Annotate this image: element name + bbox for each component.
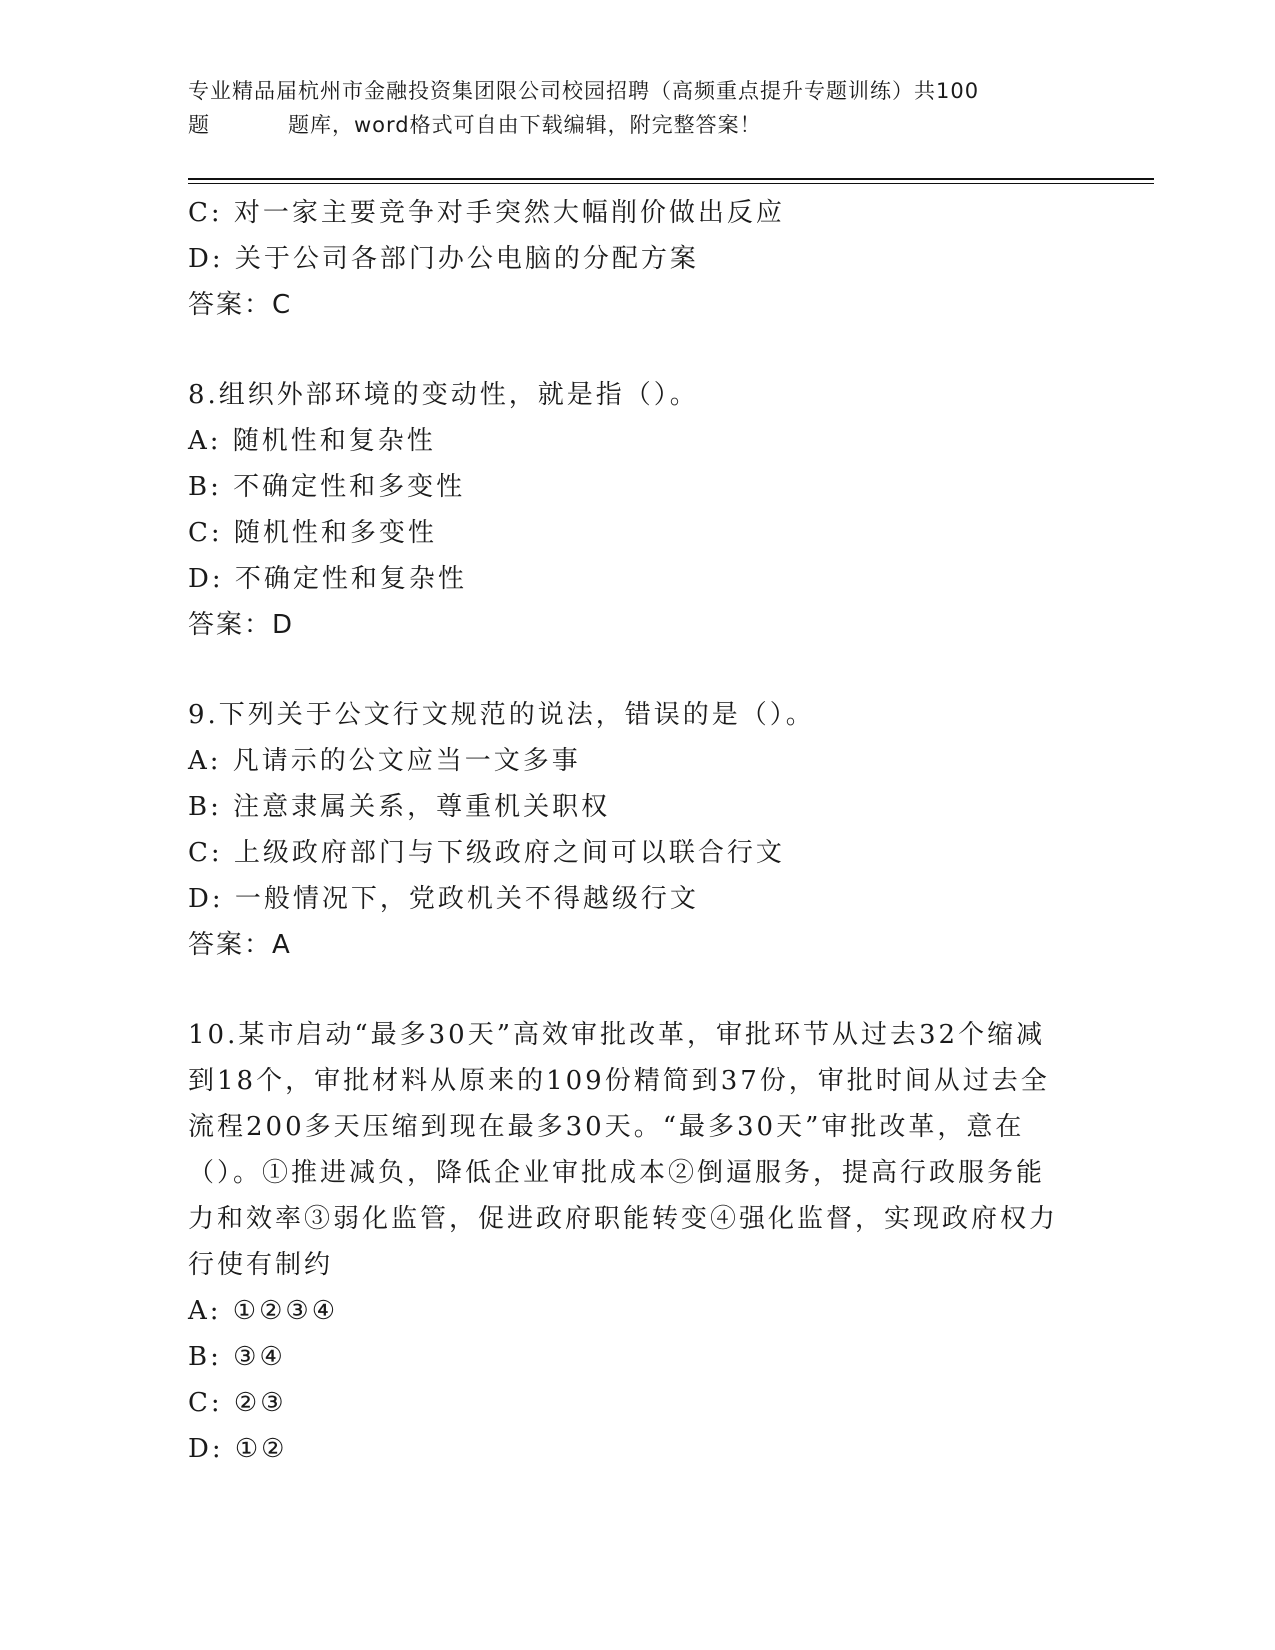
q8-option-d: D: 不确定性和复杂性 — [188, 564, 467, 594]
document-body — [188, 190, 1088, 1472]
q8-option-a: A: 随机性和复杂性 — [188, 426, 436, 456]
q8-answer: 答案：D — [188, 610, 295, 640]
q9-option-d: D: 一般情况下，党政机关不得越级行文 — [188, 884, 699, 914]
q9-option-b: B: 注意隶属关系，尊重机关职权 — [188, 792, 611, 822]
spacer — [188, 968, 1088, 1012]
header-divider-thick — [188, 178, 1154, 180]
spacer — [188, 328, 1088, 372]
page-header — [188, 74, 1088, 142]
header-line-1: 专业精品届杭州市金融投资集团限公司校园招聘（高频重点提升专题训练）共100 — [188, 79, 980, 103]
q10-option-b: B: ③④ — [188, 1342, 286, 1372]
q10-question-line-6: 行使有制约 — [188, 1250, 334, 1280]
q7-option-c: C: 对一家主要竞争对手突然大幅削价做出反应 — [188, 198, 785, 228]
spacer — [188, 648, 1088, 692]
q10-question-line-2: 到18个，审批材料从原来的109份精简到37份，审批时间从过去全 — [188, 1066, 1050, 1096]
q10-question-line-4: （）。①推进减负，降低企业审批成本②倒逼服务，提高行政服务能 — [188, 1158, 1046, 1188]
q8-option-c: C: 随机性和多变性 — [188, 518, 437, 548]
q8-question: 8.组织外部环境的变动性，就是指（）。 — [188, 380, 699, 410]
q9-option-a: A: 凡请示的公文应当一文多事 — [188, 746, 581, 776]
q8-option-b: B: 不确定性和多变性 — [188, 472, 466, 502]
q10-option-a: A: ①②③④ — [188, 1296, 339, 1326]
q10-option-d: D: ①② — [188, 1434, 288, 1464]
q9-answer: 答案：A — [188, 930, 292, 960]
q9-question: 9.下列关于公文行文规范的说法，错误的是（）。 — [188, 700, 815, 730]
header-line-2-prefix: 题 — [188, 113, 210, 137]
q7-option-d: D: 关于公司各部门办公电脑的分配方案 — [188, 244, 699, 274]
q9-option-c: C: 上级政府部门与下级政府之间可以联合行文 — [188, 838, 785, 868]
q10-question-line-5: 力和效率③弱化监管，促进政府职能转变④强化监督，实现政府权力 — [188, 1204, 1059, 1234]
q10-question-line-1: 10.某市启动“最多30天”高效审批改革，审批环节从过去32个缩减 — [188, 1020, 1046, 1050]
header-divider-thin — [188, 183, 1154, 184]
q10-question-line-3: 流程200多天压缩到现在最多30天。“最多30天”审批改革，意在 — [188, 1112, 1025, 1142]
q7-answer: 答案：C — [188, 290, 293, 320]
header-line-2-text: 题库，word格式可自由下载编辑，附完整答案！ — [288, 113, 762, 137]
header-line-2 — [188, 108, 1088, 142]
q10-option-c: C: ②③ — [188, 1388, 287, 1418]
